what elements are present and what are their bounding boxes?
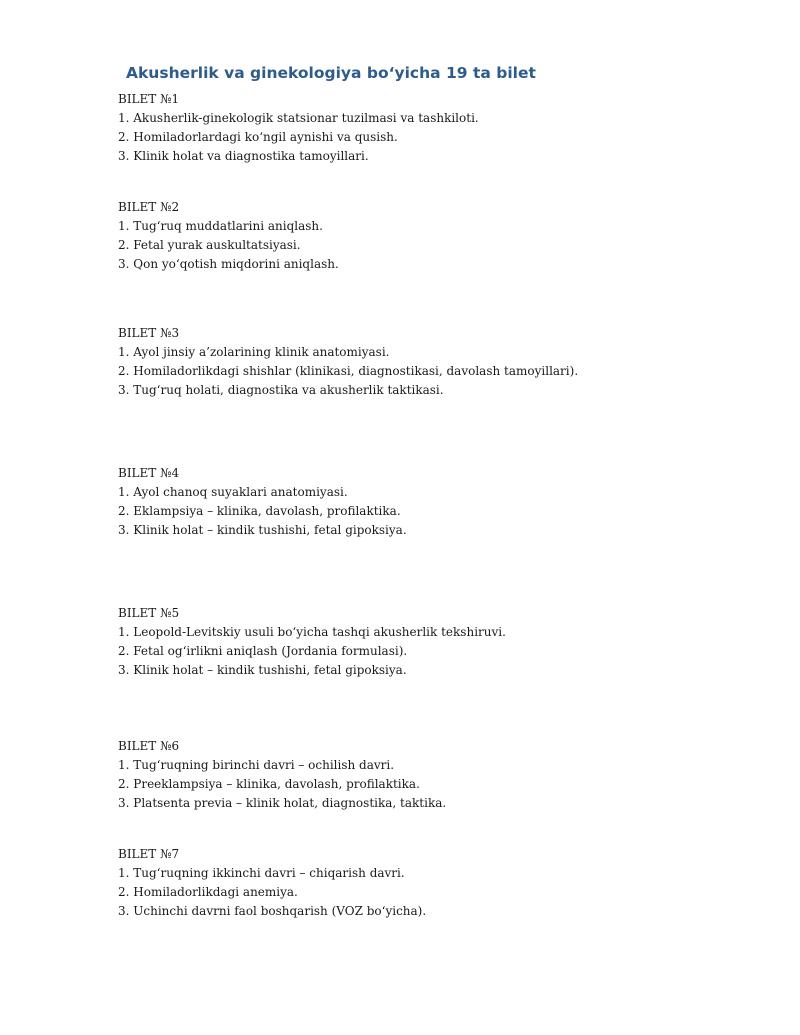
question-2: 2. Fetal yurak auskultatsiyasi.: [118, 238, 301, 252]
ticket-heading: BILET №4: [118, 466, 180, 480]
question-2: 2. Homiladorlikdagi shishlar (klinikasi, diagnostikasi, davolash tamoyillari).: [118, 364, 579, 378]
question-1: 1. Tug‘ruqning ikkinchi davri – chiqarish davri.: [118, 866, 405, 880]
question-3: 3. Klinik holat – kindik tushishi, fetal gipoksiya.: [118, 523, 407, 537]
question-1: 1. Akusherlik-ginekologik statsionar tuzilmasi va tashkiloti.: [118, 111, 479, 125]
question-2: 2. Fetal og‘irlikni aniqlash (Jordania formulasi).: [118, 644, 408, 658]
ticket-7: [118, 845, 426, 921]
ticket-heading: BILET №5: [118, 606, 180, 620]
question-3: 3. Tug‘ruq holati, diagnostika va akusherlik taktikasi.: [118, 383, 444, 397]
question-3: 3. Qon yo‘qotish miqdorini aniqlash.: [118, 257, 339, 271]
ticket-heading: BILET №7: [118, 847, 180, 861]
ticket-1: [118, 90, 479, 166]
question-1: 1. Ayol jinsiy a’zolarining klinik anatomiyasi.: [118, 345, 390, 359]
ticket-2: [118, 198, 339, 274]
ticket-6: [118, 737, 446, 813]
document-title: Akusherlik va ginekologiya bo‘yicha 19 ta bilet: [126, 64, 536, 82]
question-1: 1. Ayol chanoq suyaklari anatomiyasi.: [118, 485, 348, 499]
question-3: 3. Klinik holat – kindik tushishi, fetal gipoksiya.: [118, 663, 407, 677]
question-1: 1. Tug‘ruqning birinchi davri – ochilish davri.: [118, 758, 395, 772]
ticket-4: [118, 464, 407, 540]
ticket-heading: BILET №3: [118, 326, 180, 340]
question-2: 2. Preeklampsiya – klinika, davolash, profilaktika.: [118, 777, 420, 791]
question-1: 1. Leopold-Levitskiy usuli bo‘yicha tashqi akusherlik tekshiruvi.: [118, 625, 506, 639]
question-3: 3. Platsenta previa – klinik holat, diagnostika, taktika.: [118, 796, 447, 810]
question-2: 2. Homiladorlardagi ko‘ngil aynishi va qusish.: [118, 130, 398, 144]
ticket-3: [118, 324, 578, 400]
ticket-heading: BILET №2: [118, 200, 180, 214]
question-3: 3. Uchinchi davrni faol boshqarish (VOZ bo‘yicha).: [118, 904, 427, 918]
question-3: 3. Klinik holat va diagnostika tamoyillari.: [118, 149, 369, 163]
question-2: 2. Eklampsiya – klinika, davolash, profilaktika.: [118, 504, 401, 518]
question-1: 1. Tug‘ruq muddatlarini aniqlash.: [118, 219, 323, 233]
ticket-heading: BILET №1: [118, 92, 180, 106]
ticket-heading: BILET №6: [118, 739, 180, 753]
question-2: 2. Homiladorlikdagi anemiya.: [118, 885, 298, 899]
ticket-5: [118, 604, 506, 680]
